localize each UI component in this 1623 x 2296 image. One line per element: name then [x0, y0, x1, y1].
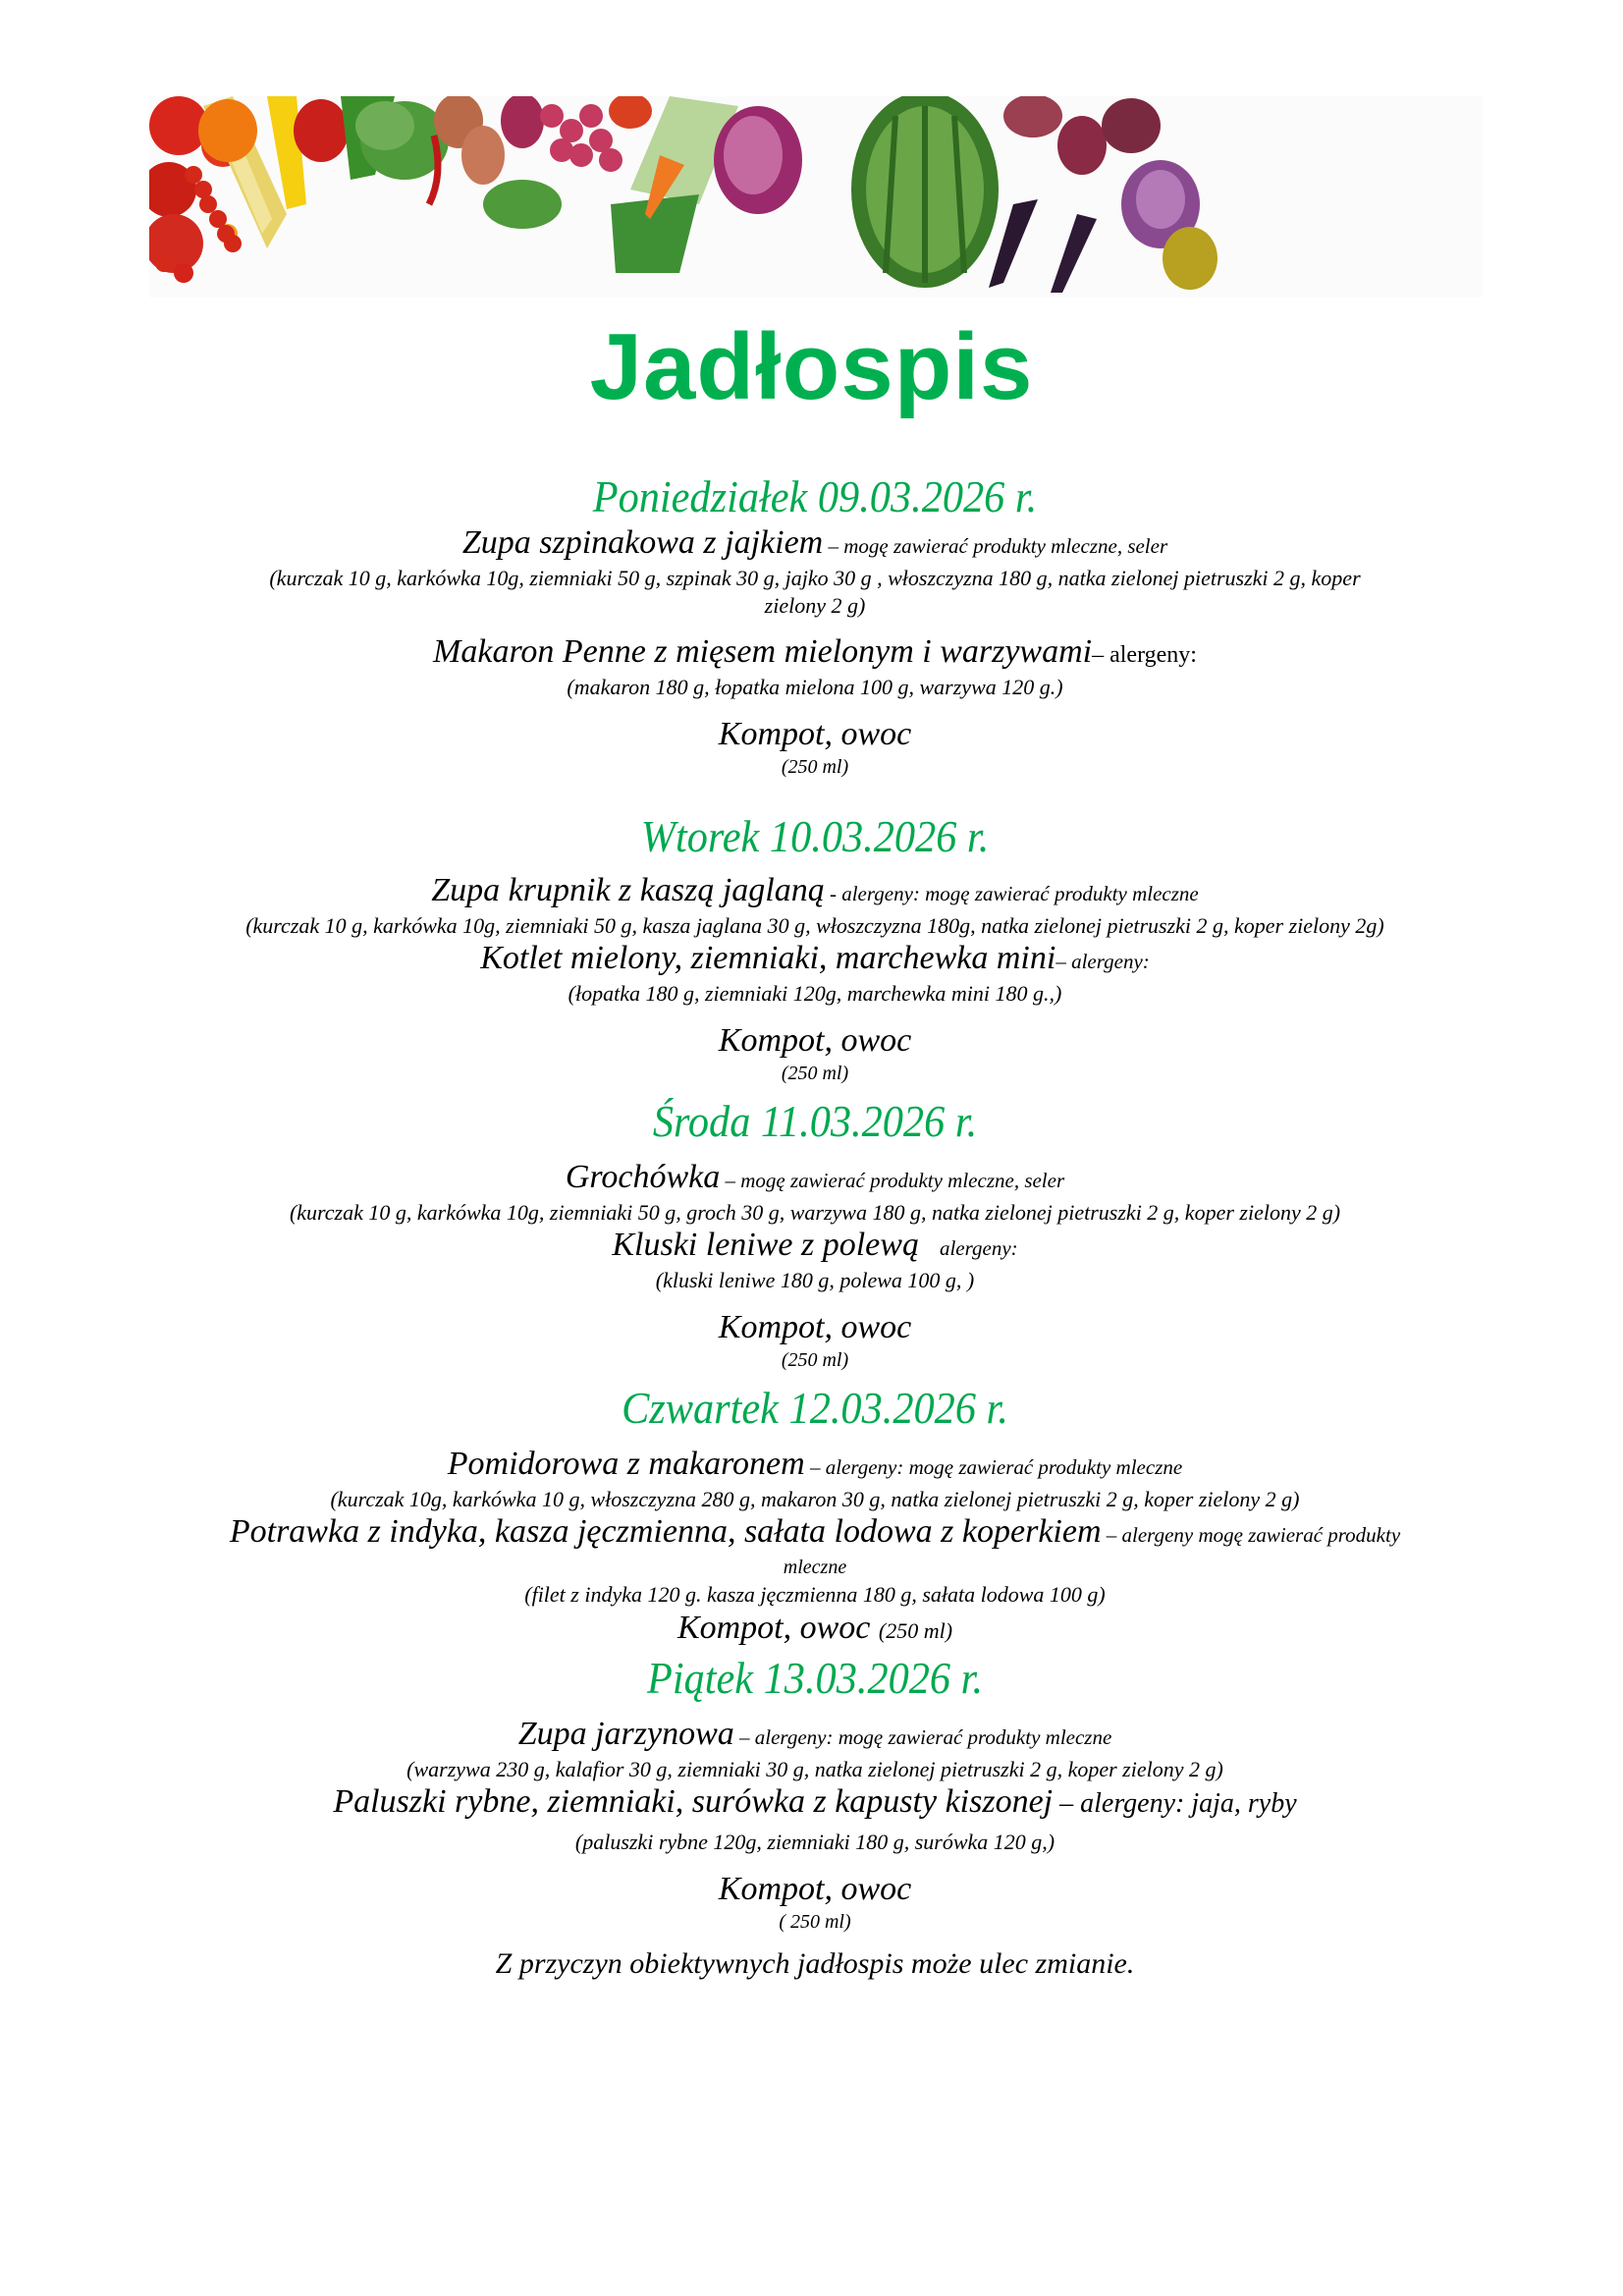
footer-note: Z przyczyn obiektywnych jadłospis może ulec zmianie. [495, 1947, 1135, 1980]
soup-name: Zupa jarzynowa [517, 1716, 734, 1752]
soup-line [79, 1159, 1551, 1199]
main-name: Paluszki rybne, ziemniaki, surówka z kapusty kiszonej [333, 1783, 1054, 1820]
main-ingredients: (paluszki rybne 120g, ziemniaki 180 g, surówka 120 g,) [574, 1830, 1055, 1854]
main-allergen-cont: mleczne [783, 1557, 847, 1578]
soup-allergen: – alergeny: mogę zawierać produkty mleczne [804, 1455, 1183, 1479]
day-heading: Wtorek 10.03.2026 r. [640, 811, 990, 861]
soup-ingredients: (warzywa 230 g, kalafior 30 g, ziemniaki 30 g, natka zielonej pietruszki 2 g, koper zielony 2 g) [406, 1757, 1223, 1781]
day-heading: Czwartek 12.03.2026 r. [622, 1383, 1008, 1433]
drink-volume: (250 ml) [781, 1063, 849, 1084]
main-allergen: – alergeny: [1092, 642, 1197, 668]
day-section-tuesday [79, 809, 1551, 1086]
main-line [79, 1513, 1551, 1554]
soup-line [79, 1446, 1551, 1486]
soup-line [79, 1716, 1551, 1756]
soup-ingredients: (kurczak 10 g, karkówka 10g, ziemniaki 50 g, groch 30 g, warzywa 180 g, natka zielonej pietruszki 2 g, koper zielony 2 g) [289, 1200, 1341, 1225]
soup-name: Zupa szpinakowa z jajkiem [461, 524, 824, 561]
main-ingredients: (łopatka 180 g, ziemniaki 120g, marchewka mini 180 g.,) [568, 981, 1062, 1006]
main-line [79, 1783, 1551, 1823]
main-name: Potrawka z indyka, kasza jęczmienna, sałata lodowa z koperkiem [229, 1513, 1102, 1550]
day-section-monday [79, 469, 1551, 780]
main-allergen: – alergeny: jaja, ryby [1053, 1788, 1297, 1819]
drink-volume: (250 ml) [781, 756, 849, 778]
main-allergen: alergeny: [918, 1236, 1018, 1260]
day-section-thursday [79, 1381, 1551, 1651]
day-heading: Środa 11.03.2026 r. [652, 1096, 978, 1146]
drink-line [79, 1609, 1551, 1651]
main-ingredients: (kluski leniwe 180 g, polewa 100 g, ) [655, 1268, 975, 1292]
drink-name: Kompot, owoc [718, 1871, 912, 1907]
soup-allergen: – mogę zawierać produkty mleczne, seler [720, 1169, 1065, 1192]
soup-allergen: - alergeny: mogę zawierać produkty mleczne [824, 882, 1199, 905]
main-allergen: – alergeny: [1055, 950, 1150, 973]
soup-ingredients-cont: zielony 2 g) [764, 593, 866, 618]
main-ingredients: (makaron 180 g, łopatka mielona 100 g, warzywa 120 g.) [567, 675, 1063, 699]
soup-allergen: – alergeny: mogę zawierać produkty mleczne [733, 1725, 1112, 1749]
drink-volume: (250 ml) [781, 1349, 849, 1371]
day-section-wednesday [79, 1094, 1551, 1373]
soup-line [79, 872, 1551, 912]
drink-name: Kompot, owoc [718, 1022, 912, 1059]
vegetables-banner-image [149, 96, 1483, 298]
main-ingredients: (filet z indyka 120 g. kasza jęczmienna 180 g, sałata lodowa 100 g) [524, 1582, 1106, 1607]
soup-ingredients: (kurczak 10g, karkówka 10 g, włoszczyzna 280 g, makaron 30 g, natka zielonej pietruszki 2 g, koper zielony 2 g) [330, 1487, 1300, 1511]
soup-ingredients: (kurczak 10 g, karkówka 10g, ziemniaki 50 g, kasza jaglana 30 g, włoszczyzna 180g, natka zielonej pietruszki 2 g, koper zielony 2g) [245, 913, 1384, 938]
soup-ingredients: (kurczak 10 g, karkówka 10g, ziemniaki 50 g, szpinak 30 g, jajko 30 g , włoszczyzna 180 g, natka zielonej pietruszki 2 g, koper [269, 566, 1361, 590]
soup-line [79, 524, 1551, 565]
soup-allergen: – mogę zawierać produkty mleczne, seler [823, 534, 1168, 558]
day-heading: Poniedziałek 09.03.2026 r. [592, 471, 1038, 521]
main-name: Kluski leniwe z polewą [612, 1227, 919, 1263]
main-name: Kotlet mielony, ziemniaki, marchewka mini [480, 940, 1056, 976]
drink-name: Kompot, owoc [676, 1610, 871, 1646]
drink-volume: (250 ml) [878, 1618, 953, 1643]
main-line [79, 633, 1551, 674]
main-line [79, 940, 1551, 980]
vegetables-illustration [149, 96, 1483, 298]
day-heading: Piątek 13.03.2026 r. [646, 1653, 984, 1703]
page-title: Jadłospis [589, 314, 1034, 419]
day-section-friday [79, 1651, 1551, 1935]
drink-name: Kompot, owoc [718, 1309, 912, 1345]
main-line [79, 1227, 1551, 1267]
soup-name: Zupa krupnik z kaszą jaglaną [431, 872, 825, 908]
soup-name: Pomidorowa z makaronem [447, 1446, 805, 1482]
soup-name: Grochówka [565, 1159, 721, 1195]
drink-name: Kompot, owoc [718, 716, 912, 752]
main-name: Makaron Penne z mięsem mielonym i warzywami [433, 633, 1093, 670]
main-allergen: – alergeny mogę zawierać produkty [1101, 1523, 1401, 1547]
drink-volume: ( 250 ml) [779, 1911, 851, 1933]
menu-content [79, 469, 1551, 2013]
